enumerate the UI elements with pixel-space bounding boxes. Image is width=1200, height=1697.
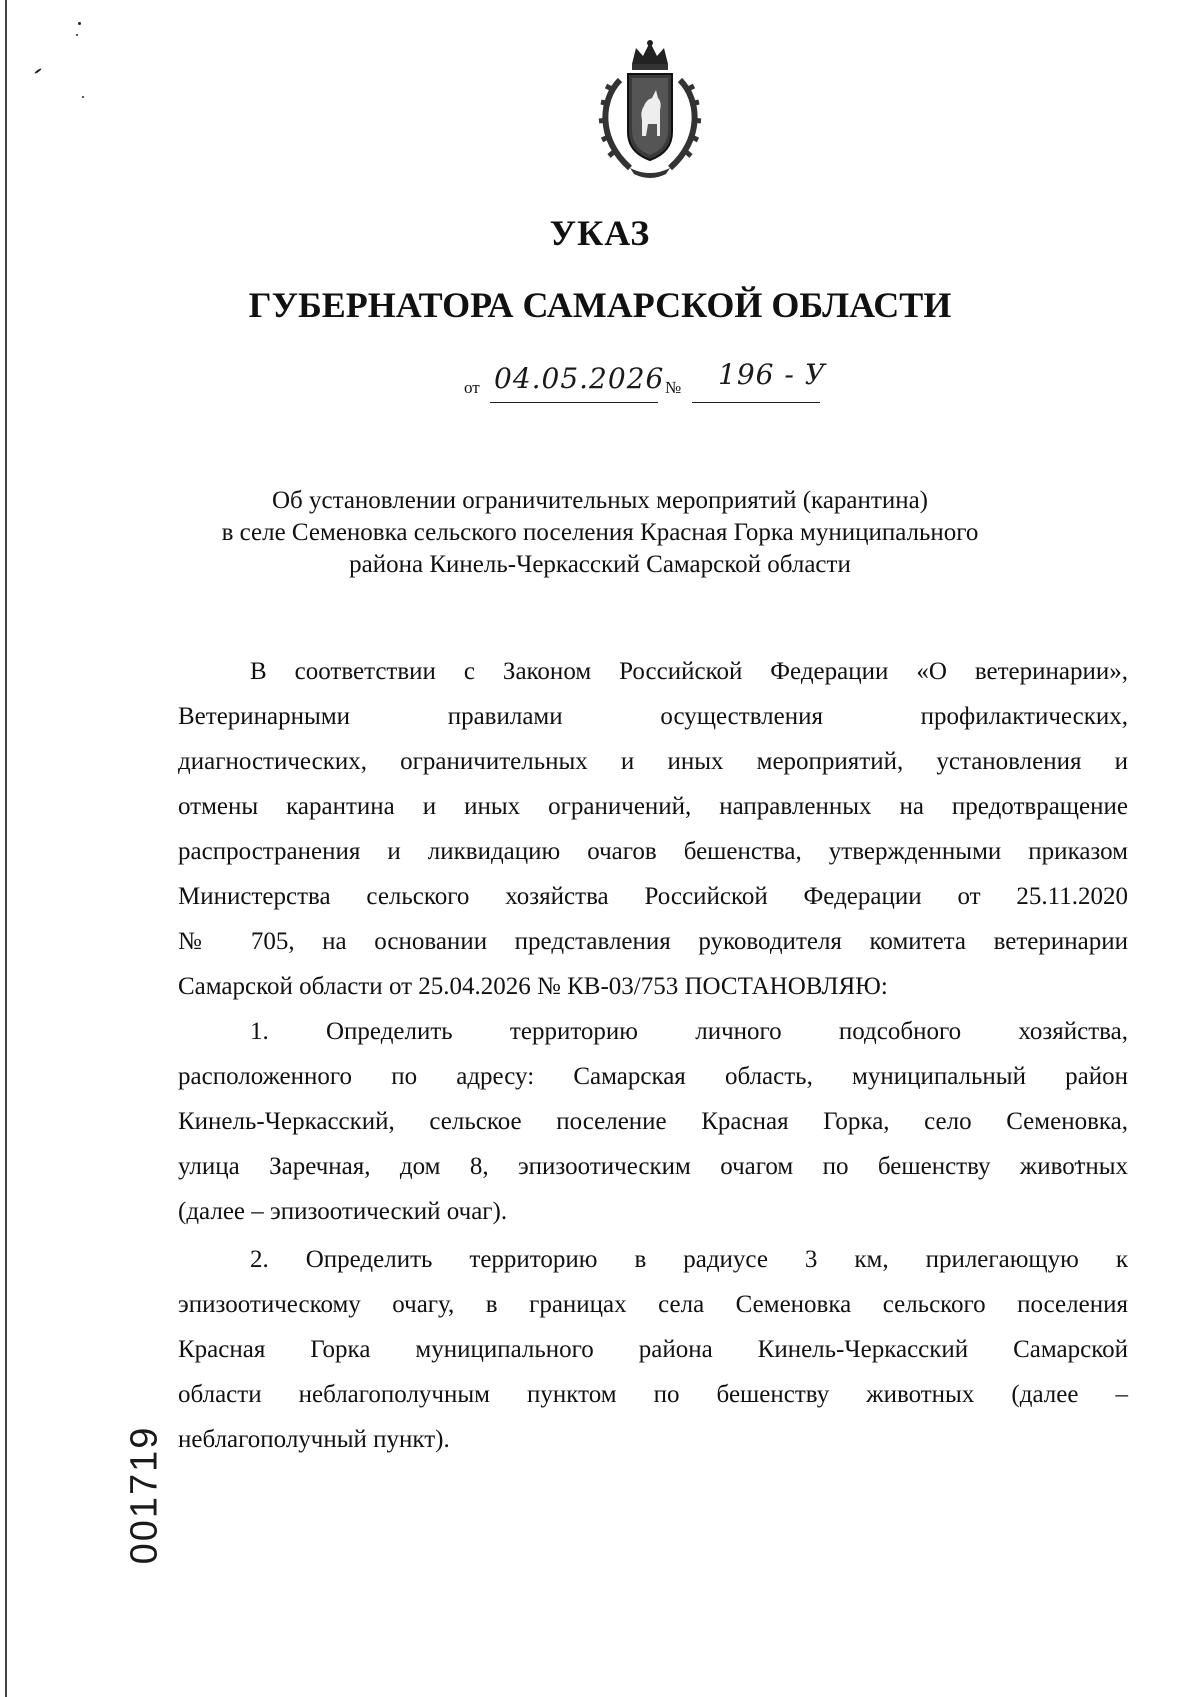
body-line: Самарской области от 25.04.2026 № КВ-03/753 ПОСТАНОВЛЯЮ: — [178, 973, 888, 1000]
body-line: Министерства сельского хозяйства Российской Федерации от 25.11.2020 — [178, 883, 1128, 910]
scan-speck — [34, 68, 42, 74]
paragraph-2-line: неблагополучный пункт). — [178, 1426, 450, 1453]
body-line: диагностических, ограничительных и иных мероприятий, установления и — [178, 748, 1128, 775]
samara-coat-of-arms-icon — [590, 40, 710, 180]
body-line: № 705, на основании представления руководителя комитета ветеринарии — [178, 928, 1128, 955]
number-label: № — [665, 378, 682, 397]
subject-line: Об установлении ограничительных мероприятий (карантина) — [271, 487, 929, 514]
side-registration-number: 001719 — [123, 1425, 166, 1565]
body-line: распространения и ликвидацию очагов бешенства, утвержденными приказом — [178, 838, 1128, 865]
number-underline — [692, 402, 820, 403]
document-issuer: ГУБЕРНАТОРА САМАРСКОЙ ОБЛАСТИ — [248, 285, 952, 325]
document-title: УКАЗ — [549, 213, 651, 253]
document-subject — [180, 485, 1020, 581]
body-line: Ветеринарными правилами осуществления профилактических, — [178, 703, 1128, 730]
date-label: от — [464, 378, 480, 397]
paragraph-1-line: расположенного по адресу: Самарская область, муниципальный район — [178, 1063, 1128, 1090]
scan-speck — [76, 34, 78, 36]
scan-speck — [82, 96, 84, 98]
scan-edge-line — [5, 0, 7, 1697]
paragraph-1-line: Кинель-Черкасский, сельское поселение Красная Горка, село Семеновка, — [178, 1108, 1128, 1135]
paragraph-1-line: 1. Определить территорию личного подсобного хозяйства, — [250, 1018, 1128, 1045]
date-value: 04.05.2026 — [494, 362, 665, 395]
paragraph-2-line: эпизоотическому очагу, в границах села Семеновка сельского поселения — [178, 1291, 1128, 1318]
paragraph-1-line: (далее – эпизоотический очаг). — [178, 1198, 508, 1225]
paragraph-2-line: области неблагополучным пунктом по бешенству животных (далее – — [178, 1381, 1128, 1408]
paragraph-2-line: Красная Горка муниципального района Кинель-Черкасский Самарской — [178, 1336, 1128, 1363]
body-line: отмены карантина и иных ограничений, направленных на предотвращение — [178, 793, 1128, 820]
paragraph-1-line: улица Заречная, дом 8, эпизоотическим очагом по бешенству животных — [178, 1153, 1128, 1180]
paragraph-2-line: 2. Определить территорию в радиусе 3 км, прилегающую к — [250, 1246, 1128, 1273]
subject-line: в селе Семеновка сельского поселения Красная Горка муниципального — [221, 519, 979, 546]
subject-line: района Кинель-Черкасский Самарской области — [349, 551, 851, 578]
number-value: 196 - У — [718, 358, 826, 391]
scan-speck — [78, 22, 81, 25]
body-line: В соответствии с Законом Российской Федерации «О ветеринарии», — [250, 658, 1128, 685]
date-underline — [490, 402, 658, 403]
